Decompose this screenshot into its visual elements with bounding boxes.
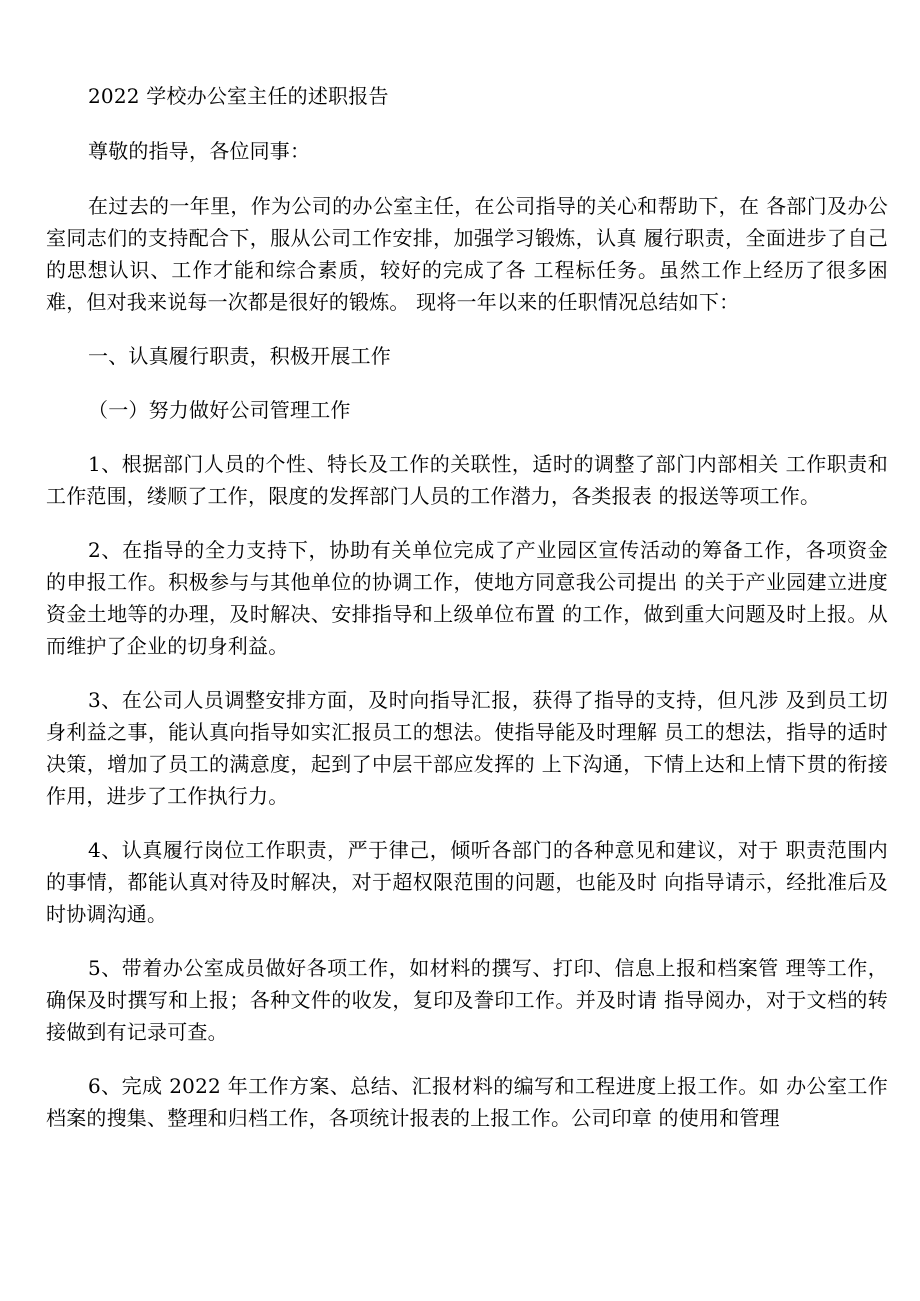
subsection-heading: （一）努力做好公司管理工作: [88, 398, 351, 422]
list-item: 3、在公司人员调整安排方面，及时向指导汇报，获得了指导的支持，但凡涉 及到员工切身利益之事，能认真向指导如实汇报员工的想法。使指导能及时理解 员工的想法，指导的适时决策，增加了员工的满意度，起到了中层干部应发挥的 上下沟通，下情上达和上情下贯的衔接作用，进步了工作执行力。: [46, 688, 888, 808]
list-item: 5、带着办公室成员做好各项工作，如材料的撰写、打印、信息上报和档案管 理等工作，确保及时撰写和上报；各种文件的收发，复印及誊印工作。并及时请 指导阅办，对于文档的转接做到有记录可查。: [46, 956, 888, 1044]
document-body: [46, 80, 888, 1156]
list-item: 4、认真履行岗位工作职责，严于律己，倾听各部门的各种意见和建议，对于 职责范围内的事情，都能认真对待及时解决，对于超权限范围的问题，也能及时 向指导请示，经批准后及时协调沟通。: [46, 838, 888, 926]
greeting: 尊敬的指导，各位同事：: [88, 139, 311, 163]
section-heading: 一、认真履行职责，积极开展工作: [88, 344, 391, 368]
list-item: 2、在指导的全力支持下，协助有关单位完成了产业园区宣传活动的筹备工作，各项资金的申报工作。积极参与与其他单位的协调工作，使地方同意我公司提出 的关于产业园建立进度资金土地等的办理，及时解决、安排指导和上级单位布置 的工作，做到重大问题及时上报。从而维护了企业的切身利益。: [46, 538, 888, 658]
list-item: 6、完成 2022 年工作方案、总结、汇报材料的编写和工程进度上报工作。如 办公室工作档案的搜集、整理和归档工作，各项统计报表的上报工作。公司印章 的使用和管理: [46, 1074, 888, 1130]
intro-paragraph: 在过去的一年里，作为公司的办公室主任，在公司指导的关心和帮助下，在 各部门及办公室同志们的支持配合下，服从公司工作安排，加强学习锻炼，认真 履行职责，全面进步了自己的思想认识、工作才能和综合素质，较好的完成了各 工程标任务。虽然工作上经历了很多困难，但对我来说每一次都是很好的锻炼。 现将一年以来的任职情况总结如下：: [46, 194, 888, 314]
list-item: 1、根据部门人员的个性、特长及工作的关联性，适时的调整了部门内部相关 工作职责和工作范围，缕顺了工作，限度的发挥部门人员的工作潜力，各类报表 的报送等项工作。: [46, 452, 888, 508]
document-title: 2022 学校办公室主任的述职报告: [88, 84, 389, 108]
